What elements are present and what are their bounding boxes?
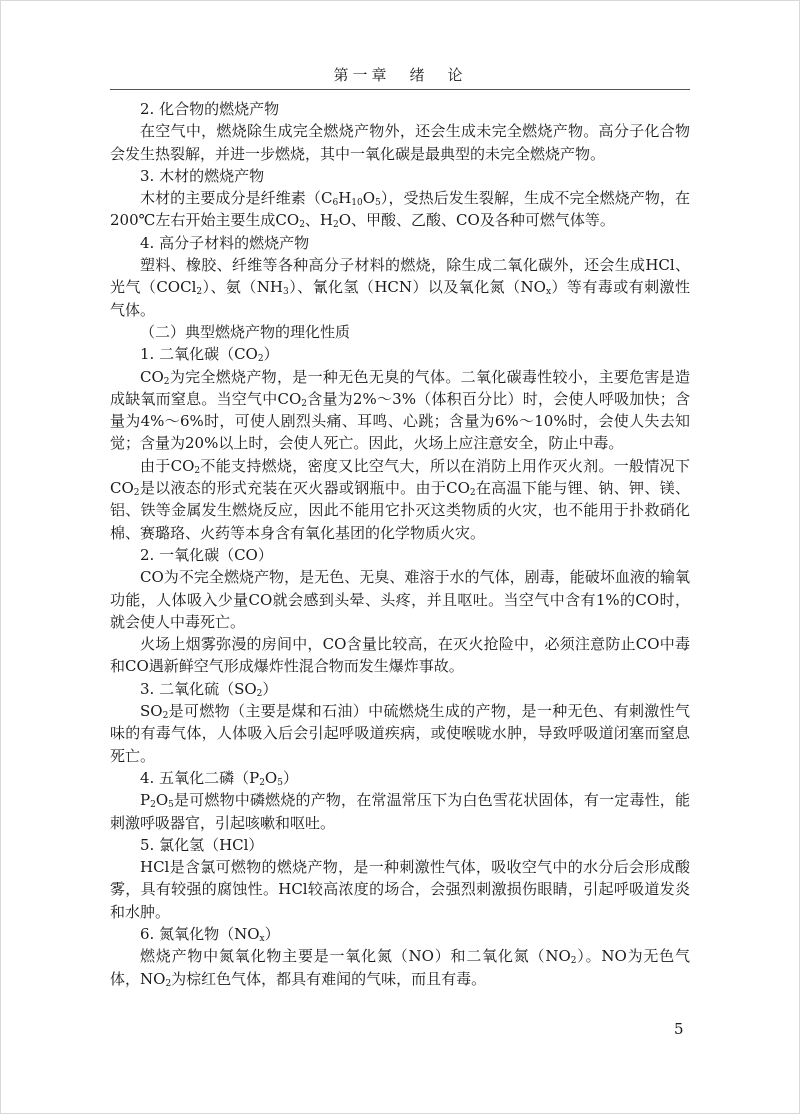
paragraph-carbon-dioxide-1: $CO_2$为完全燃烧产物，是一种无色无臭的气体。二氧化碳毒性较小，主要危害是造成缺氧而窒息。当空气中$CO_2$含量为2%～3%（体积百分比）时，会使人呼吸加快；含量为4%～6%时，可使人剧烈头痛、耳鸣、心跳；含量为6%～10%时，会使人失去知觉；含量为20%以上时，会使人死亡。因此，火场上应注意安全，防止中毒。 — [110, 367, 690, 453]
paragraph-nitrogen-oxides: 燃烧产物中氮氧化物主要是一氧化氮（NO）和二氧化氮$(NO_2)$。NO为无色气体，$NO_2$为棕红色气体，都具有难闻的气味，而且有毒。 — [110, 947, 690, 989]
page-body — [110, 98, 690, 990]
subsection-heading-properties: （二）典型燃烧产物的理化性质 — [140, 322, 351, 341]
section-heading-compound-products: 2. 化合物的燃烧产物 — [140, 100, 280, 118]
section-heading-polymer-products: 4. 高分子材料的燃烧产物 — [140, 233, 310, 252]
heading-phosphorus-pentoxide: 4. 五氧化二磷$(P_2O_5)$ — [140, 768, 298, 788]
paragraph-carbon-dioxide-2: 由于$CO_2$不能支持燃烧，密度又比空气大，所以在消防上用作灭火剂。一般情况下$CO_2$是以液态的形式充装在灭火器或钢瓶中。由于$CO_2$在高温下能与锂、钠、钾、镁、铝、铁等金属发生燃烧反应，因此不能用它扑灭这类物质的火灾，也不能用于扑救硝化棉、赛璐珞、火药等本身含有氧化基团的化学物质火灾。 — [110, 456, 690, 542]
paragraph-carbon-monoxide-2: 火场上烟雾弥漫的房间中，CO含量比较高，在灭火抢险中，必须注意防止CO中毒和CO遇新鲜空气形成爆炸性混合物而发生爆炸事故。 — [110, 635, 690, 676]
heading-nitrogen-oxides: 6. 氮氧化物$(NO_x)$ — [140, 924, 280, 944]
header-rule — [110, 89, 690, 90]
paragraph-wood-products: 木材的主要成分是纤维素$(C_6H_{10}O_5)$，受热后发生裂解，生成不完全燃烧产物，在200℃左右开始主要生成$CO_2$、$H_2O$、甲酸、乙酸、CO及各种可燃气体等。 — [110, 189, 690, 231]
paragraph-sulfur-dioxide: $SO_2$是可燃物（主要是煤和石油）中硫燃烧生成的产物，是一种无色、有刺激性气味的有毒气体，人体吸入后会引起呼吸道疾病，或使喉咙水肿，导致呼吸道闭塞而窒息死亡。 — [110, 702, 690, 765]
paragraph-phosphorus-pentoxide: $P_2O_5$是可燃物中磷燃烧的产物，在常温常压下为白色雪花状固体，有一定毒性，能刺激呼吸器官，引起咳嗽和呕吐。 — [110, 791, 690, 832]
section-heading-wood-products: 3. 木材的燃烧产物 — [140, 166, 265, 185]
page-number: 5 — [674, 1020, 684, 1038]
paragraph-compound-products: 在空气中，燃烧除生成完全燃烧产物外，还会生成未完全燃烧产物。高分子化合物会发生热裂解，并进一步燃烧，其中一氧化碳是最典型的未完全燃烧产物。 — [110, 122, 690, 163]
heading-carbon-monoxide: 2. 一氧化碳（CO） — [140, 545, 273, 564]
paragraph-hydrogen-chloride: HCl是含氯可燃物的燃烧产物，是一种刺激性气体，吸收空气中的水分后会形成酸雾，具有较强的腐蚀性。HCl较高浓度的场合，会强烈刺激损伤眼睛，引起呼吸道发炎和水肿。 — [110, 858, 690, 921]
heading-hydrogen-chloride: 5. 氯化氢（HCl） — [140, 835, 264, 854]
paragraph-polymer-products: 塑料、橡胶、纤维等各种高分子材料的燃烧，除生成二氧化碳外，还会生成HCl、光气（COCl$_2$）、氨$(NH_3)$、氰化氢（HCN）以及氧化氮$(NO_x)$等有毒或有刺激性气体。 — [110, 256, 690, 319]
paragraph-carbon-monoxide-1: CO为不完全燃烧产物，是无色、无臭、难溶于水的气体，剧毒，能破坏血液的输氧功能，人体吸入少量CO就会感到头晕、头疼，并且呕吐。当空气中含有1%的CO时，就会使人中毒死亡。 — [110, 568, 690, 631]
heading-sulfur-dioxide: 3. 二氧化硫$(SO_2)$ — [140, 679, 278, 699]
running-header: 第一章 绪 论 — [333, 66, 467, 84]
heading-carbon-dioxide: 1. 二氧化碳$(CO_2)$ — [140, 345, 279, 365]
